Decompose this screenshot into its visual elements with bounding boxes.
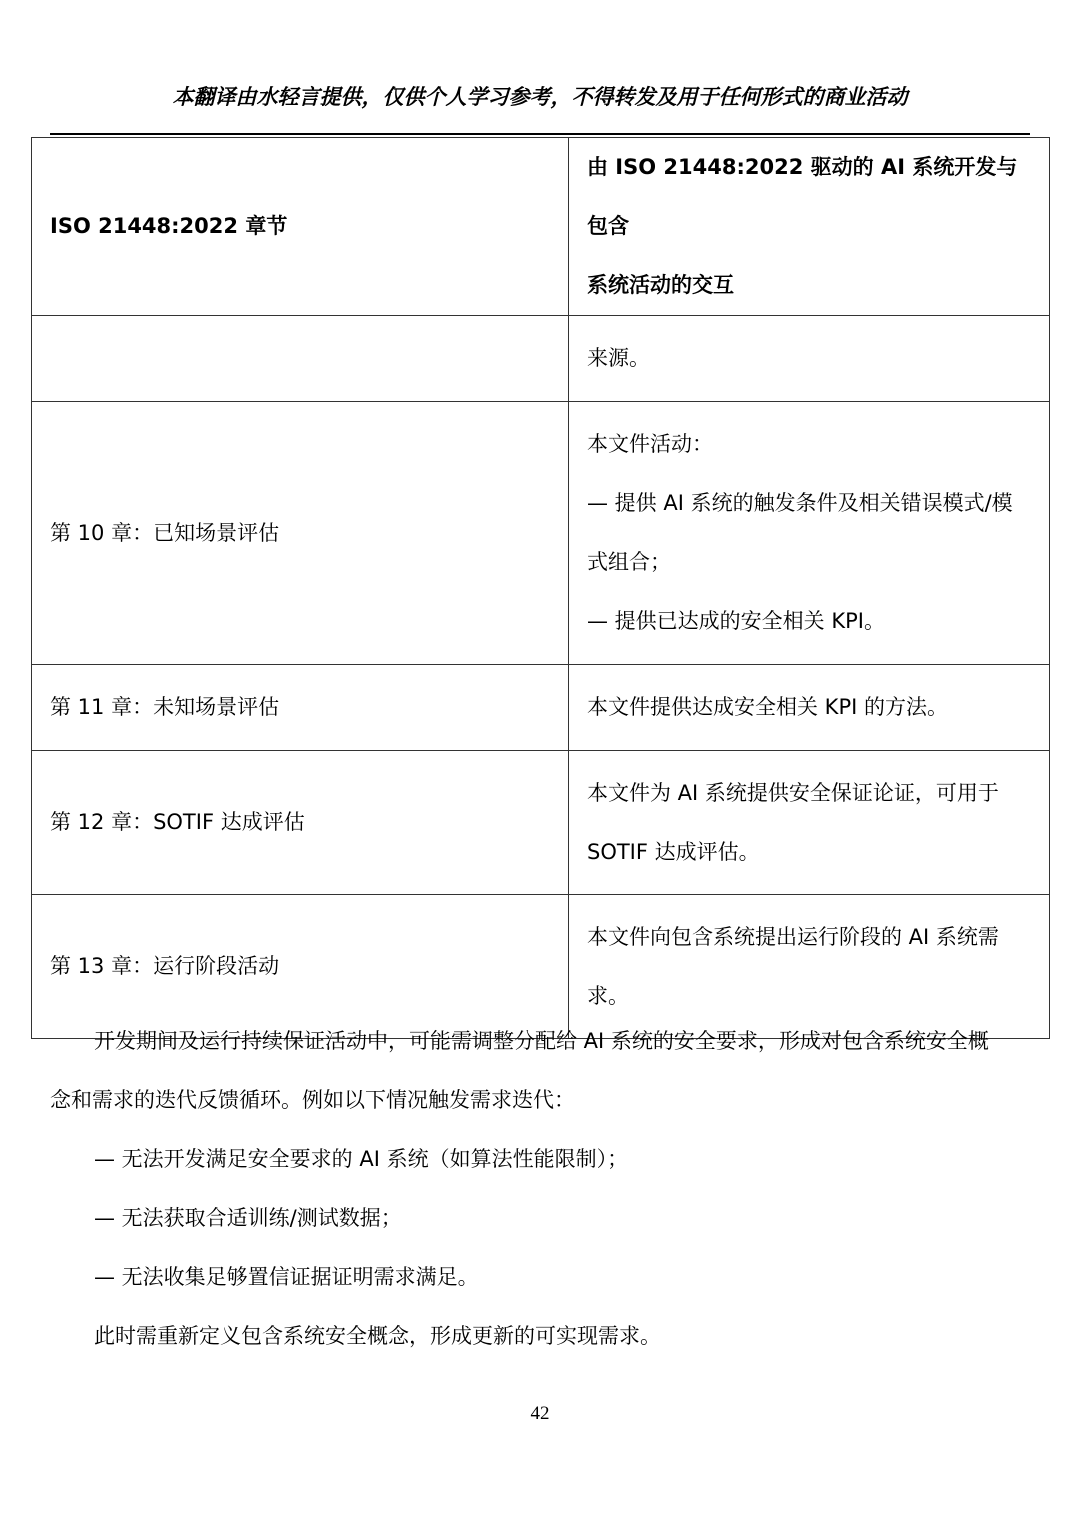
body-text: [50, 1012, 1030, 1366]
header-divider: [50, 133, 1030, 135]
table-row: [32, 751, 1050, 895]
cell-line: 本文件提供达成安全相关 KPI 的方法。: [587, 695, 948, 719]
table-row: [32, 316, 1050, 402]
clause-cell: [32, 316, 569, 402]
table-header-row: [32, 138, 1050, 316]
cell-line: 式组合；: [587, 550, 671, 574]
header-line: 由 ISO 21448:2022 驱动的 AI 系统开发与包含: [587, 155, 1018, 238]
clause-cell: 第 12 章：SOTIF 达成评估: [32, 751, 569, 895]
cell-line: 求。: [587, 983, 629, 1008]
table-row: [32, 665, 1050, 751]
translation-disclaimer: 本翻译由水轻言提供，仅供个人学习参考，不得转发及用于任何形式的商业活动: [172, 85, 908, 109]
header-line: 系统活动的交互: [587, 273, 734, 297]
paragraph-line: 念和需求的迭代反馈循环。例如以下情况触发需求迭代：: [50, 1088, 575, 1112]
cell-line: 本文件向包含系统提出运行阶段的 AI 系统需: [587, 924, 999, 949]
cell-line: 来源。: [587, 346, 650, 370]
cell-line: — 提供 AI 系统的触发条件及相关错误模式/模: [587, 491, 1013, 515]
table-row: [32, 402, 1050, 665]
header-cell-clause: ISO 21448:2022 章节: [32, 138, 569, 316]
clause-mapping-table: [31, 137, 1050, 1039]
paragraph-line: 开发期间及运行持续保证活动中，可能需调整分配给 AI 系统的安全要求，形成对包含系统安全概: [94, 1029, 989, 1053]
bullet-item: — 无法获取合适训练/测试数据；: [94, 1206, 402, 1230]
interaction-cell: [569, 316, 1050, 402]
cell-line: 本文件活动：: [587, 432, 713, 456]
bullet-item: — 无法开发满足安全要求的 AI 系统（如算法性能限制）；: [94, 1147, 629, 1171]
clause-cell: 第 13 章：运行阶段活动: [32, 895, 569, 1039]
clause-cell: 第 10 章：已知场景评估: [32, 402, 569, 665]
cell-line: SOTIF 达成评估。: [587, 839, 760, 864]
clause-cell: 第 11 章：未知场景评估: [32, 665, 569, 751]
page-number: 42: [530, 1403, 550, 1424]
header-cell-interaction: [569, 138, 1050, 316]
interaction-cell: [569, 665, 1050, 751]
cell-line: — 提供已达成的安全相关 KPI。: [587, 609, 885, 633]
cell-line: 本文件为 AI 系统提供安全保证论证，可用于: [587, 780, 999, 805]
interaction-cell: [569, 751, 1050, 895]
bullet-item: — 无法收集足够置信证据证明需求满足。: [94, 1265, 479, 1289]
paragraph: 此时需重新定义包含系统安全概念，形成更新的可实现需求。: [94, 1324, 661, 1348]
interaction-cell: [569, 402, 1050, 665]
